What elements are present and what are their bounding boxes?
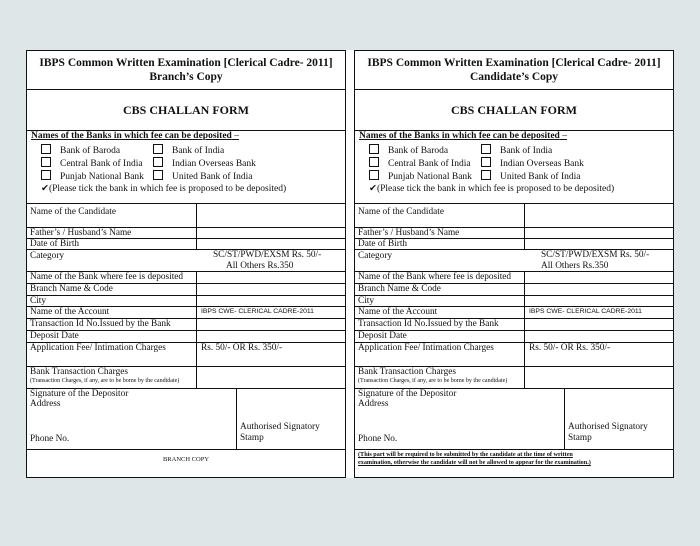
checkbox[interactable] [369, 144, 379, 154]
header-title: IBPS Common Written Examination [Clerical Cadre- 2011] [367, 57, 661, 69]
checkbox[interactable] [369, 170, 379, 180]
bank-option[interactable]: Indian Overseas Bank [153, 157, 256, 169]
bank-option[interactable]: Bank of Baroda [41, 144, 120, 156]
bank-option[interactable]: Punjab National Bank [41, 170, 144, 182]
authorised-signatory-label: Authorised Signatory [240, 422, 320, 432]
tick-note: ✔(Please tick the bank in which fee is proposed to be deposited) [369, 184, 615, 194]
checkbox[interactable] [369, 157, 379, 167]
field-row-transaction-id[interactable]: Transaction Id No.Issued by the Bank [27, 319, 345, 331]
checkbox[interactable] [153, 157, 163, 167]
checkbox[interactable] [41, 144, 51, 154]
header-subtitle: Branch’s Copy [149, 71, 223, 83]
checkbox[interactable] [481, 170, 491, 180]
candidate-copy-footnote-1: (This part will be required to be submitted by the candidate at the time of written [358, 451, 573, 458]
authorised-signatory-label: Authorised Signatory [568, 422, 648, 432]
branch-copy [26, 50, 346, 478]
field-row-category: Category SC/ST/PWD/EXSM Rs. 50/- All Others Rs.350 [27, 250, 345, 272]
banks-section [355, 131, 673, 204]
field-row-name[interactable]: Name of the Candidate [27, 204, 345, 228]
field-row-city[interactable]: City [355, 296, 673, 307]
checkbox[interactable] [153, 170, 163, 180]
bank-option[interactable]: Bank of India [153, 144, 224, 156]
phone-label: Phone No. [30, 434, 70, 444]
banks-heading: Names of the Banks in which fee can be deposited – [31, 131, 239, 141]
field-row-deposit-date[interactable]: Deposit Date [355, 331, 673, 343]
field-row-father[interactable]: Father’s / Husband’s Name [355, 228, 673, 239]
signature-block[interactable] [355, 389, 673, 450]
field-row-application-fee: Application Fee/ Intimation Charges Rs. 50/- OR Rs. 350/- [355, 343, 673, 367]
field-row-bank-name[interactable]: Name of the Bank where fee is deposited [27, 272, 345, 284]
bank-option[interactable]: Bank of Baroda [369, 144, 448, 156]
address-label: Address [30, 399, 61, 409]
bank-option[interactable]: Punjab National Bank [369, 170, 472, 182]
bank-option[interactable]: United Bank of India [153, 170, 252, 182]
field-row-deposit-date[interactable]: Deposit Date [27, 331, 345, 343]
signature-label: Signature of the Depositor [358, 389, 457, 399]
banks-section [27, 131, 345, 204]
checkbox[interactable] [41, 157, 51, 167]
checkbox[interactable] [481, 157, 491, 167]
bank-option[interactable]: United Bank of India [481, 170, 580, 182]
stamp-label: Stamp [568, 433, 592, 443]
copy-header [27, 51, 345, 90]
checkbox[interactable] [41, 170, 51, 180]
field-row-bank-charges[interactable]: Bank Transaction Charges (Transaction Charges, if any, are to be borne by the candidate) [27, 367, 345, 389]
branch-copy-footer: BRANCH COPY [162, 456, 210, 463]
checkbox[interactable] [153, 144, 163, 154]
field-row-dob[interactable]: Date of Birth [27, 239, 345, 250]
candidate-copy-footnote-2: examination, otherwise the candidate will not be allowed to appear for the examination.) [358, 459, 591, 466]
bank-option[interactable]: Central Bank of India [41, 157, 143, 169]
signature-label: Signature of the Depositor [30, 389, 129, 399]
bank-option[interactable]: Indian Overseas Bank [481, 157, 584, 169]
form-title: CBS CHALLAN FORM [355, 90, 673, 131]
challan-page [26, 50, 674, 478]
field-row-branch[interactable]: Branch Name & Code [27, 284, 345, 296]
bank-option[interactable]: Central Bank of India [369, 157, 471, 169]
stamp-label: Stamp [240, 433, 264, 443]
banks-heading: Names of the Banks in which fee can be deposited – [359, 131, 567, 141]
tick-note: ✔(Please tick the bank in which fee is proposed to be deposited) [41, 184, 287, 194]
candidate-copy [354, 50, 674, 478]
address-label: Address [358, 399, 389, 409]
field-row-account: Name of the Account IBPS CWE- CLERICAL CADRE-2011 [355, 307, 673, 319]
field-row-account: Name of the Account IBPS CWE- CLERICAL CADRE-2011 [27, 307, 345, 319]
form-title: CBS CHALLAN FORM [27, 90, 345, 131]
field-row-bank-charges[interactable]: Bank Transaction Charges (Transaction Charges, if any, are to be borne by the candidate) [355, 367, 673, 389]
field-row-name[interactable]: Name of the Candidate [355, 204, 673, 228]
field-row-city[interactable]: City [27, 296, 345, 307]
field-row-application-fee: Application Fee/ Intimation Charges Rs. 50/- OR Rs. 350/- [27, 343, 345, 367]
field-row-bank-name[interactable]: Name of the Bank where fee is deposited [355, 272, 673, 284]
signature-block[interactable] [27, 389, 345, 450]
phone-label: Phone No. [358, 434, 398, 444]
field-row-father[interactable]: Father’s / Husband’s Name [27, 228, 345, 239]
field-row-dob[interactable]: Date of Birth [355, 239, 673, 250]
field-row-branch[interactable]: Branch Name & Code [355, 284, 673, 296]
field-row-category: Category SC/ST/PWD/EXSM Rs. 50/- All Others Rs.350 [355, 250, 673, 272]
copy-header [355, 51, 673, 90]
bank-option[interactable]: Bank of India [481, 144, 552, 156]
field-row-transaction-id[interactable]: Transaction Id No.Issued by the Bank [355, 319, 673, 331]
header-title: IBPS Common Written Examination [Clerical Cadre- 2011] [39, 57, 333, 69]
header-subtitle: Candidate’s Copy [469, 71, 559, 83]
checkbox[interactable] [481, 144, 491, 154]
